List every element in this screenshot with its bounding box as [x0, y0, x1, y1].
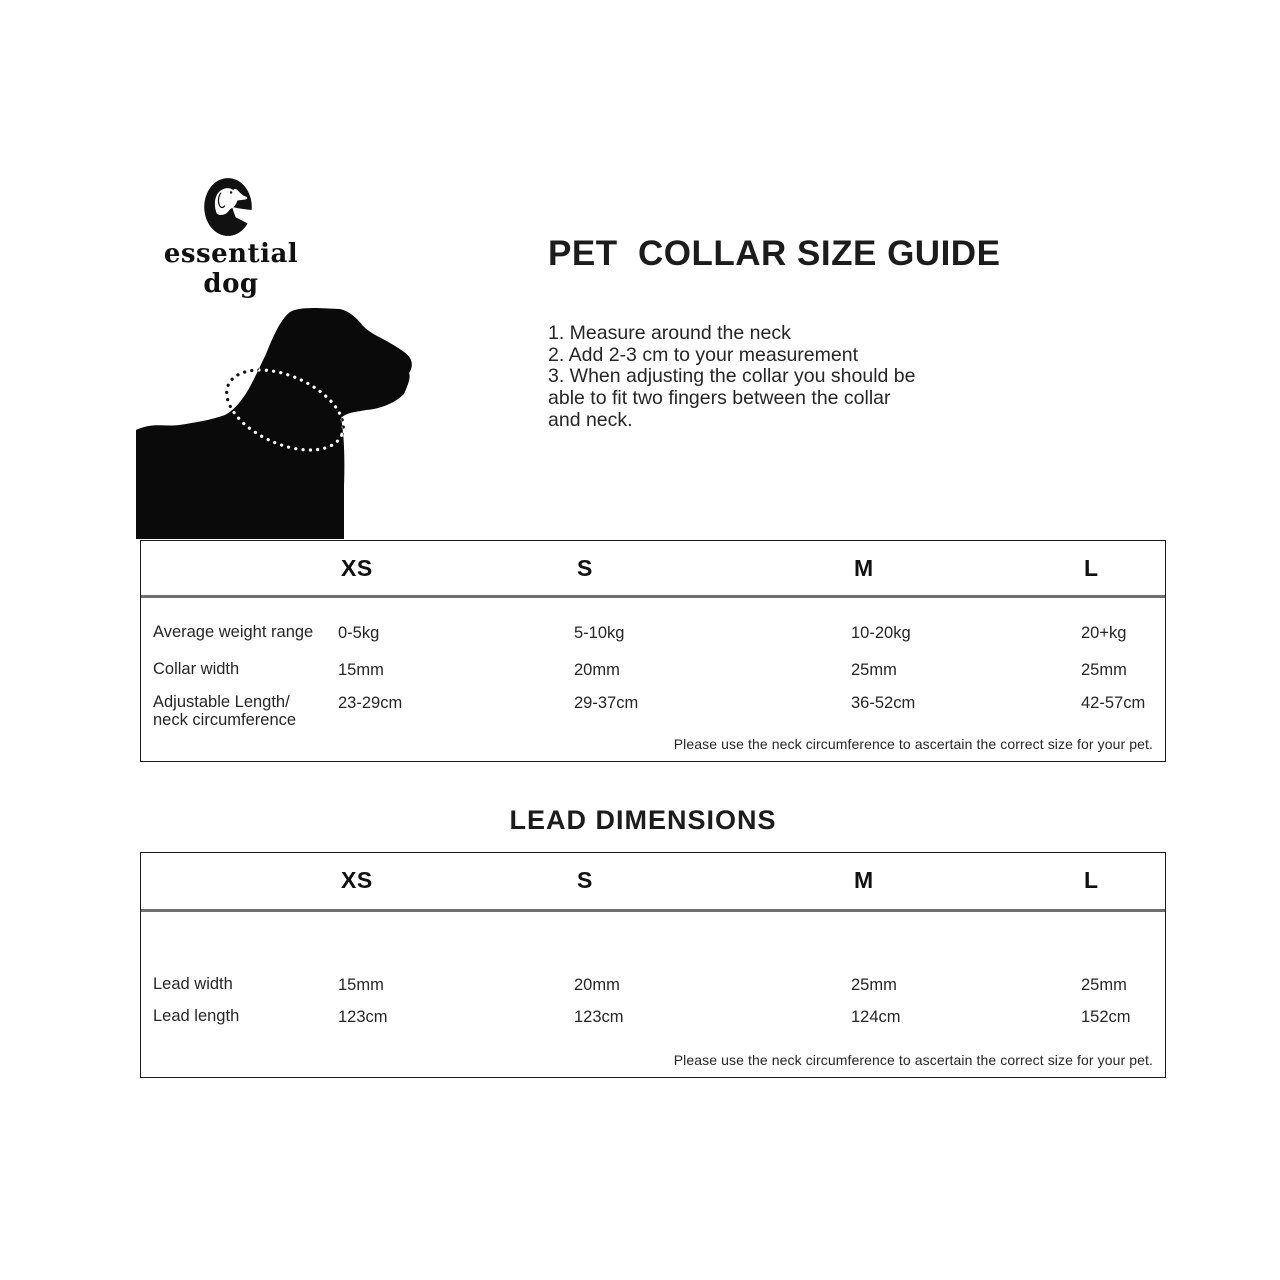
size-header-l: L — [1084, 866, 1099, 893]
brand-name: essential dog — [163, 239, 299, 299]
lead-dimensions-table — [140, 852, 1166, 1078]
row-label: Lead width — [153, 975, 233, 993]
size-value-cell: 25mm — [851, 661, 897, 679]
table-row — [141, 624, 1165, 643]
size-header-m: M — [854, 554, 874, 581]
table-row — [141, 1008, 1165, 1027]
instruction-step: 2. Add 2-3 cm to your measurement — [548, 343, 858, 366]
page-title: PET COLLAR SIZE GUIDE — [548, 234, 1001, 273]
lead-dimensions-heading: LEAD DIMENSIONS — [509, 805, 777, 835]
size-value-cell: 5-10kg — [574, 624, 625, 642]
size-value-cell: 152cm — [1081, 1008, 1131, 1026]
size-header-s: S — [577, 554, 593, 581]
size-value-cell: 124cm — [851, 1008, 901, 1026]
instruction-step: 1. Measure around the neck — [548, 322, 791, 344]
row-label: Average weight range — [153, 623, 314, 641]
collar-table-header — [141, 541, 1165, 595]
size-value-cell: 29-37cm — [574, 694, 639, 712]
table-row — [141, 661, 1165, 680]
size-header-xs: XS — [341, 554, 373, 581]
instruction-step: 3. When adjusting the collar you should be able to fit two fingers between the collar and neck. — [548, 365, 916, 431]
size-value-cell: 10-20kg — [851, 624, 911, 642]
collar-size-table — [140, 540, 1166, 762]
header-separator — [141, 909, 1165, 912]
size-value-cell: 20+kg — [1081, 624, 1127, 642]
header-separator — [141, 595, 1165, 598]
measuring-instructions — [548, 323, 922, 432]
dog-silhouette-image — [135, 306, 457, 539]
brand-logo-icon — [202, 176, 254, 238]
size-value-cell: 25mm — [1081, 976, 1127, 994]
table-footnote: Please use the neck circumference to ascertain the correct size for your pet. — [673, 736, 1153, 752]
row-label-line1: Adjustable Length/ — [153, 693, 290, 711]
row-label: Lead length — [153, 1007, 240, 1025]
size-value-cell: 20mm — [574, 976, 620, 994]
size-value-cell: 0-5kg — [338, 624, 380, 642]
size-value-cell: 15mm — [338, 661, 384, 679]
size-value-cell: 123cm — [574, 1008, 624, 1026]
size-header-l: L — [1084, 554, 1099, 581]
dog-head-silhouette — [136, 308, 412, 539]
row-label-line2: neck circumference — [153, 710, 297, 729]
size-header-m: M — [854, 866, 874, 893]
table-row — [141, 976, 1165, 995]
size-value-cell: 25mm — [1081, 661, 1127, 679]
table-footnote: Please use the neck circumference to ascertain the correct size for your pet. — [673, 1052, 1153, 1068]
size-value-cell: 15mm — [338, 976, 384, 994]
size-value-cell: 36-52cm — [851, 694, 916, 712]
lead-table-header — [141, 853, 1165, 907]
table-row — [141, 694, 1165, 729]
size-value-cell: 23-29cm — [338, 694, 403, 712]
row-label — [153, 694, 338, 729]
size-value-cell: 42-57cm — [1081, 694, 1146, 712]
row-label: Collar width — [153, 660, 240, 678]
size-header-xs: XS — [341, 866, 373, 893]
size-header-s: S — [577, 866, 593, 893]
size-value-cell: 25mm — [851, 976, 897, 994]
size-value-cell: 123cm — [338, 1008, 388, 1026]
size-value-cell: 20mm — [574, 661, 620, 679]
